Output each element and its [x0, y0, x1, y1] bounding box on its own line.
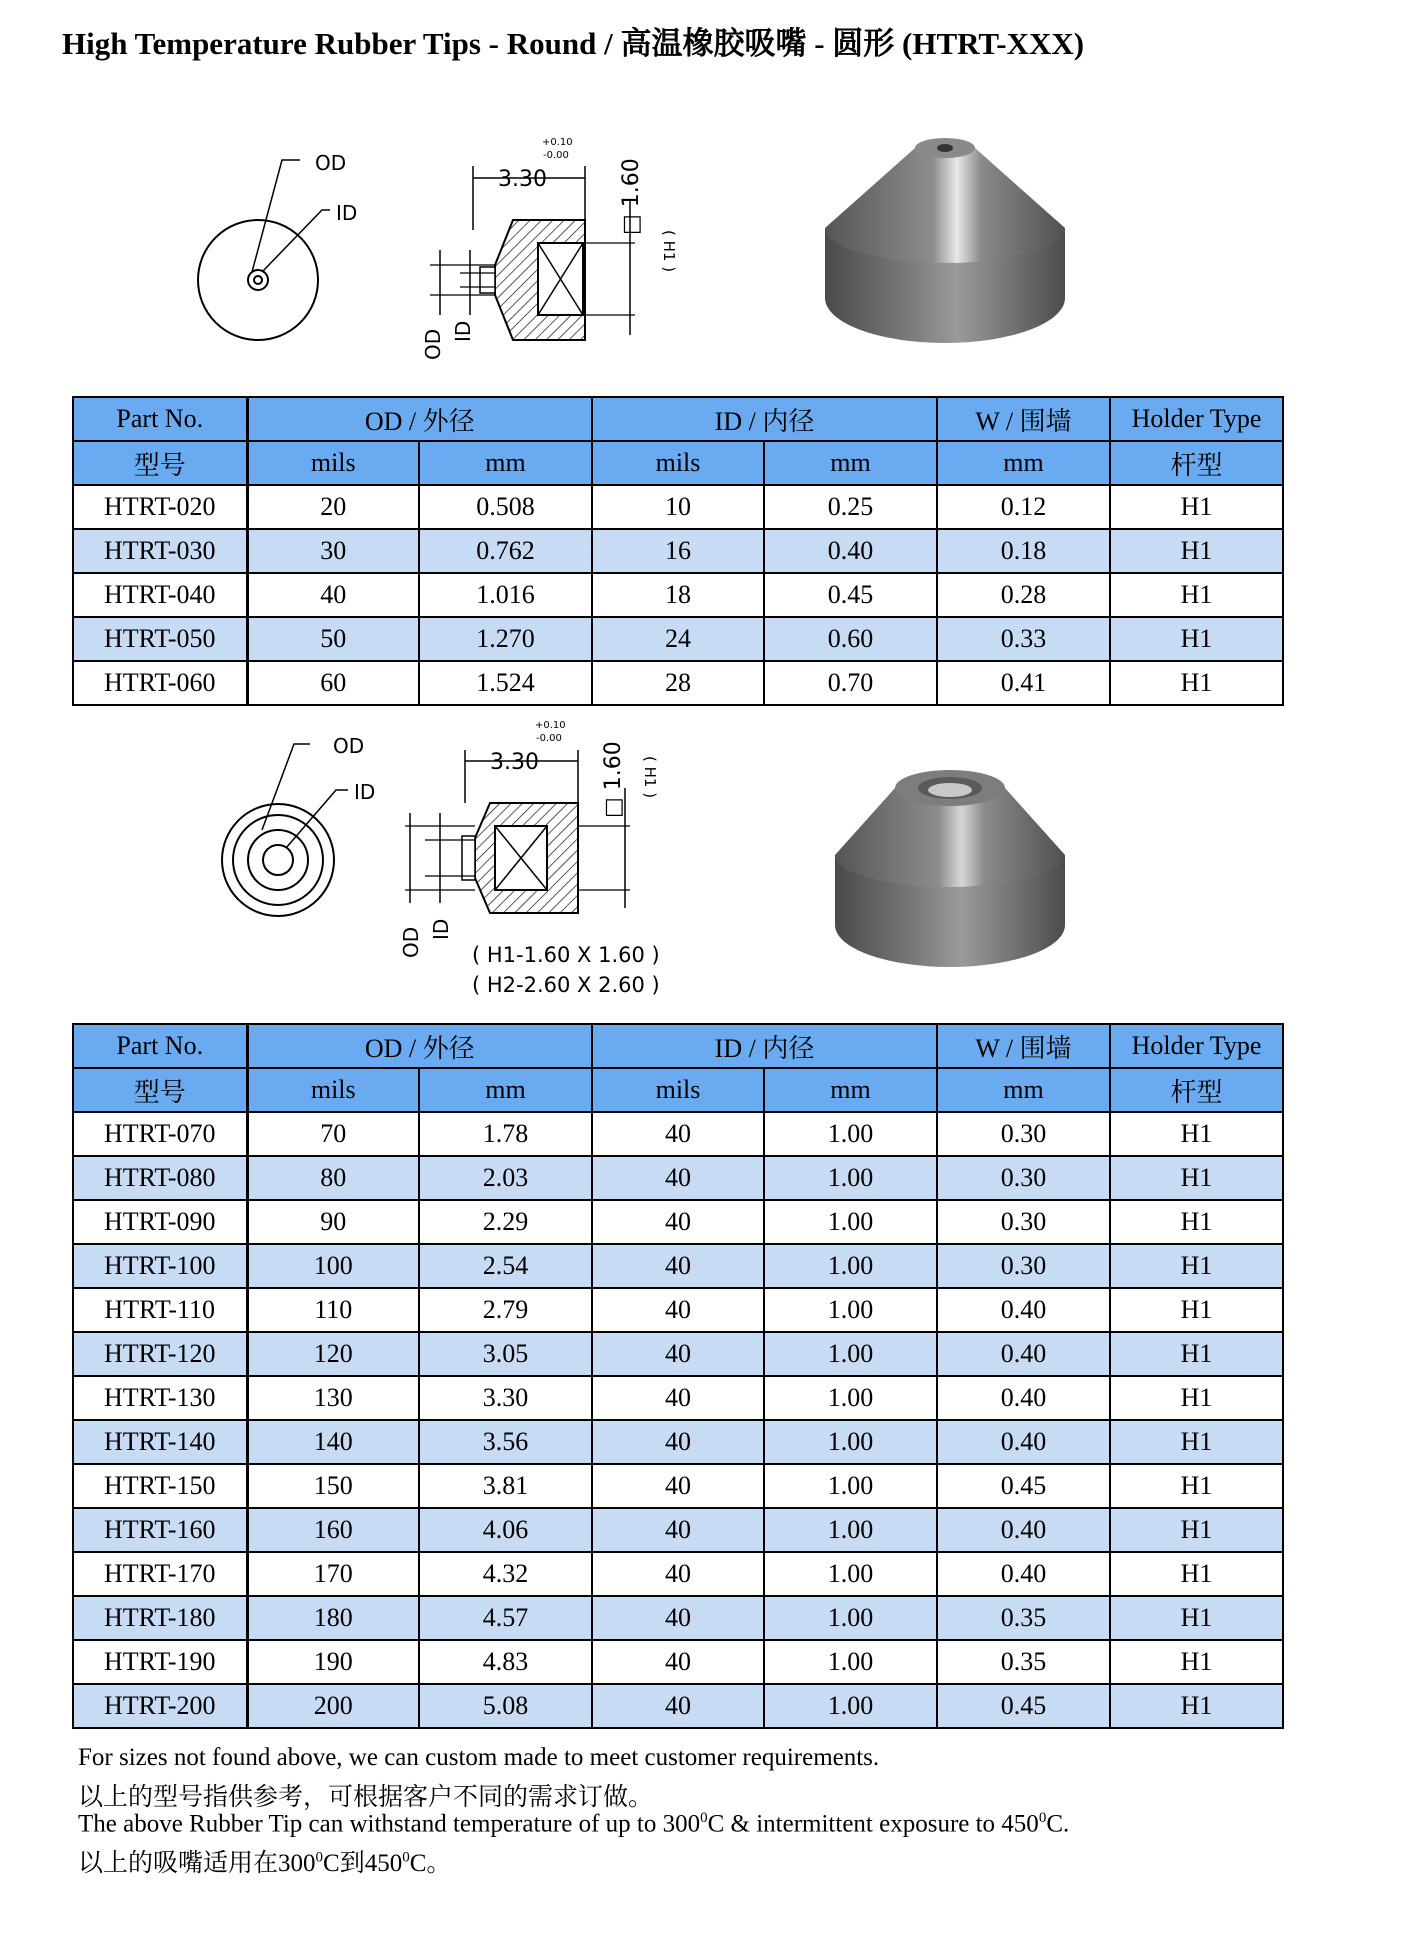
- table-cell: 40: [592, 1332, 764, 1376]
- header-wall-mm: mm: [937, 441, 1110, 485]
- od-side-label: OD: [421, 328, 445, 360]
- drawing-small-tip: [190, 130, 710, 370]
- tol-plus: +0.10: [542, 137, 573, 148]
- table-row: [73, 573, 1283, 617]
- table-cell: HTRT-060: [73, 661, 247, 705]
- table-cell: HTRT-180: [73, 1596, 247, 1640]
- table-cell: HTRT-130: [73, 1376, 247, 1420]
- tip-render-large: [825, 760, 1075, 990]
- table-row: [73, 1156, 1283, 1200]
- table-cell: 0.30: [937, 1200, 1110, 1244]
- table-cell: 16: [592, 529, 764, 573]
- header-od: OD / 外径: [247, 1024, 592, 1068]
- od-circle: [248, 270, 268, 290]
- table-cell: 40: [592, 1112, 764, 1156]
- table-cell: 0.35: [937, 1640, 1110, 1684]
- header-holder-cn: 杆型: [1110, 441, 1283, 485]
- id-circle: [254, 276, 262, 284]
- table-row: [73, 1244, 1283, 1288]
- table-row: [73, 485, 1283, 529]
- table-cell: HTRT-070: [73, 1112, 247, 1156]
- table-cell: 0.30: [937, 1244, 1110, 1288]
- table-row: [73, 529, 1283, 573]
- id-label: ID: [354, 780, 376, 804]
- table-row: [73, 1508, 1283, 1552]
- table-cell: 0.18: [937, 529, 1110, 573]
- note-custom-en: For sizes not found above, we can custom made to meet customer requirements.: [78, 1744, 880, 1771]
- table-cell: 1.78: [419, 1112, 592, 1156]
- tip-render-small: [820, 128, 1070, 358]
- table-cell: 3.81: [419, 1464, 592, 1508]
- outer-circle: [198, 220, 318, 340]
- table-cell: 28: [592, 661, 764, 705]
- table-cell: 40: [592, 1640, 764, 1684]
- table-cell: H1: [1110, 529, 1283, 573]
- table-cell: H1: [1110, 1684, 1283, 1728]
- table-cell: 180: [247, 1596, 419, 1640]
- header-id-mils: mils: [592, 441, 764, 485]
- header-wall-mm: mm: [937, 1068, 1110, 1112]
- table-cell: H1: [1110, 1596, 1283, 1640]
- table-cell: 1.00: [764, 1376, 937, 1420]
- tol-minus: -0.00: [543, 150, 569, 161]
- table-cell: H1: [1110, 1464, 1283, 1508]
- table-cell: 0.28: [937, 573, 1110, 617]
- header-holder: Holder Type: [1110, 1024, 1283, 1068]
- note-temperature-en: The above Rubber Tip can withstand temperature of up to $300^0C$ & intermittent exposure to $450^0C$.: [78, 1810, 1070, 1838]
- table-cell: H1: [1110, 1200, 1283, 1244]
- h2-size: ( H2-2.60 X 2.60 ): [472, 973, 660, 997]
- table-row: [73, 1464, 1283, 1508]
- table-cell: 0.40: [764, 529, 937, 573]
- table-cell: 1.00: [764, 1596, 937, 1640]
- table-cell: 40: [592, 1420, 764, 1464]
- table-row: [73, 1200, 1283, 1244]
- table-cell: 1.00: [764, 1288, 937, 1332]
- table-cell: 24: [592, 617, 764, 661]
- table-cell: H1: [1110, 1376, 1283, 1420]
- table-cell: 4.32: [419, 1552, 592, 1596]
- table-cell: 1.00: [764, 1552, 937, 1596]
- od-circle: [248, 830, 308, 890]
- table-cell: 40: [592, 1376, 764, 1420]
- table-cell: 1.00: [764, 1332, 937, 1376]
- table-cell: 3.30: [419, 1376, 592, 1420]
- table-cell: HTRT-030: [73, 529, 247, 573]
- width-dim: 3.30: [490, 750, 539, 775]
- table-cell: 4.83: [419, 1640, 592, 1684]
- table-cell: 1.524: [419, 661, 592, 705]
- table-cell: 160: [247, 1508, 419, 1552]
- table-cell: 2.03: [419, 1156, 592, 1200]
- table-cell: 0.40: [937, 1376, 1110, 1420]
- table-row: [73, 617, 1283, 661]
- header-id-mm: mm: [764, 1068, 937, 1112]
- header-od-mils: mils: [247, 1068, 419, 1112]
- square-dim: □ 1.60: [601, 741, 626, 818]
- table-cell: 3.05: [419, 1332, 592, 1376]
- table-cell: 0.45: [937, 1684, 1110, 1728]
- table-cell: H1: [1110, 1420, 1283, 1464]
- table-cell: HTRT-140: [73, 1420, 247, 1464]
- table-cell: 140: [247, 1420, 419, 1464]
- table-cell: 40: [247, 573, 419, 617]
- table-cell: 90: [247, 1200, 419, 1244]
- id-side-label: ID: [429, 918, 453, 940]
- table-cell: 0.508: [419, 485, 592, 529]
- table-cell: H1: [1110, 1112, 1283, 1156]
- note-custom-cn: 以上的型号指供参考，可根据客户不同的需求订做。: [78, 1784, 654, 1811]
- holder-h1: ( H1 ): [660, 230, 678, 273]
- table-row: [73, 1376, 1283, 1420]
- table-cell: HTRT-080: [73, 1156, 247, 1200]
- table-cell: 40: [592, 1552, 764, 1596]
- table-cell: 1.00: [764, 1112, 937, 1156]
- table-cell: 2.54: [419, 1244, 592, 1288]
- table-cell: 0.30: [937, 1156, 1110, 1200]
- header-od-mm: mm: [419, 441, 592, 485]
- table-row: [73, 1640, 1283, 1684]
- table-row: [73, 1288, 1283, 1332]
- table-cell: 4.06: [419, 1508, 592, 1552]
- table-row: [73, 1684, 1283, 1728]
- table-cell: 1.00: [764, 1640, 937, 1684]
- table-cell: 40: [592, 1596, 764, 1640]
- table-cell: HTRT-170: [73, 1552, 247, 1596]
- table-cell: 1.00: [764, 1156, 937, 1200]
- table-cell: H1: [1110, 1156, 1283, 1200]
- table-cell: 0.25: [764, 485, 937, 529]
- table-cell: 100: [247, 1244, 419, 1288]
- table-cell: 18: [592, 573, 764, 617]
- table-cell: HTRT-150: [73, 1464, 247, 1508]
- table-cell: 40: [592, 1288, 764, 1332]
- table-row: [73, 1112, 1283, 1156]
- id-side-label: ID: [451, 320, 475, 342]
- header-id: ID / 内径: [592, 1024, 937, 1068]
- ring-circle: [233, 815, 323, 905]
- table-cell: 40: [592, 1156, 764, 1200]
- table-cell: 5.08: [419, 1684, 592, 1728]
- table-row: [73, 1420, 1283, 1464]
- table-cell: 0.30: [937, 1112, 1110, 1156]
- header-part-no: Part No.: [73, 397, 247, 441]
- h1-size: ( H1-1.60 X 1.60 ): [472, 943, 660, 967]
- table-cell: HTRT-040: [73, 573, 247, 617]
- table-cell: 130: [247, 1376, 419, 1420]
- table-cell: 0.35: [937, 1596, 1110, 1640]
- header-part-no-cn: 型号: [73, 1068, 247, 1112]
- table-cell: 0.33: [937, 617, 1110, 661]
- table-cell: 40: [592, 1200, 764, 1244]
- table-cell: H1: [1110, 1552, 1283, 1596]
- table-cell: 170: [247, 1552, 419, 1596]
- spec-table-1: [72, 396, 1284, 706]
- table-cell: 10: [592, 485, 764, 529]
- table-cell: 3.56: [419, 1420, 592, 1464]
- id-label: ID: [336, 201, 358, 225]
- od-side-label: OD: [399, 926, 423, 958]
- square-dim: □ 1.60: [619, 158, 644, 235]
- table-cell: HTRT-100: [73, 1244, 247, 1288]
- table-cell: H1: [1110, 573, 1283, 617]
- header-od-mils: mils: [247, 441, 419, 485]
- table-cell: HTRT-090: [73, 1200, 247, 1244]
- table-cell: 110: [247, 1288, 419, 1332]
- od-label: OD: [333, 734, 365, 758]
- table-cell: 2.29: [419, 1200, 592, 1244]
- table-cell: H1: [1110, 485, 1283, 529]
- table-cell: 150: [247, 1464, 419, 1508]
- table-cell: 190: [247, 1640, 419, 1684]
- header-od-mm: mm: [419, 1068, 592, 1112]
- table-cell: 0.40: [937, 1420, 1110, 1464]
- header-od: OD / 外径: [247, 397, 592, 441]
- table-cell: 0.60: [764, 617, 937, 661]
- table-cell: H1: [1110, 1332, 1283, 1376]
- tol-plus: +0.10: [535, 720, 566, 731]
- table-row: [73, 1596, 1283, 1640]
- table-cell: H1: [1110, 617, 1283, 661]
- header-holder: Holder Type: [1110, 397, 1283, 441]
- table-cell: HTRT-050: [73, 617, 247, 661]
- table-cell: 1.00: [764, 1244, 937, 1288]
- table-cell: 4.57: [419, 1596, 592, 1640]
- page-title: High Temperature Rubber Tips - Round / 高温橡胶吸嘴 - 圆形 (HTRT-XXX): [62, 26, 1085, 61]
- table-cell: 40: [592, 1508, 764, 1552]
- header-part-no-cn: 型号: [73, 441, 247, 485]
- table-cell: 1.00: [764, 1684, 937, 1728]
- table-cell: H1: [1110, 661, 1283, 705]
- table-cell: HTRT-160: [73, 1508, 247, 1552]
- table-cell: 60: [247, 661, 419, 705]
- table-cell: 0.45: [764, 573, 937, 617]
- table-cell: HTRT-020: [73, 485, 247, 529]
- table-cell: 0.762: [419, 529, 592, 573]
- table-cell: 0.70: [764, 661, 937, 705]
- width-dim: 3.30: [498, 167, 547, 192]
- table-cell: 0.12: [937, 485, 1110, 529]
- table-cell: 40: [592, 1684, 764, 1728]
- table-cell: H1: [1110, 1244, 1283, 1288]
- drawing-large-tip: [200, 718, 720, 998]
- table-cell: 1.00: [764, 1508, 937, 1552]
- table-cell: 2.79: [419, 1288, 592, 1332]
- table-row: [73, 1332, 1283, 1376]
- table-cell: 40: [592, 1464, 764, 1508]
- table-cell: 70: [247, 1112, 419, 1156]
- table-cell: HTRT-190: [73, 1640, 247, 1684]
- table-cell: 1.00: [764, 1420, 937, 1464]
- table-cell: 50: [247, 617, 419, 661]
- tol-minus: -0.00: [536, 733, 562, 744]
- table-cell: 1.00: [764, 1200, 937, 1244]
- outer-circle: [222, 804, 334, 916]
- table-cell: 40: [592, 1244, 764, 1288]
- table-row: [73, 1552, 1283, 1596]
- table-cell: 0.40: [937, 1332, 1110, 1376]
- note-temperature-cn: 以上的吸嘴适用在$300^0C$到$450^0C$。: [78, 1849, 452, 1877]
- table-cell: 0.45: [937, 1464, 1110, 1508]
- table-cell: 0.40: [937, 1508, 1110, 1552]
- table-cell: HTRT-110: [73, 1288, 247, 1332]
- header-wall: W / 围墙: [937, 1024, 1110, 1068]
- table-cell: 80: [247, 1156, 419, 1200]
- od-label: OD: [315, 151, 347, 175]
- header-holder-cn: 杆型: [1110, 1068, 1283, 1112]
- header-id: ID / 内径: [592, 397, 937, 441]
- table-cell: 20: [247, 485, 419, 529]
- table-cell: HTRT-120: [73, 1332, 247, 1376]
- table-cell: 1.016: [419, 573, 592, 617]
- header-wall: W / 围墙: [937, 397, 1110, 441]
- spec-table-2: [72, 1023, 1284, 1729]
- table-cell: 200: [247, 1684, 419, 1728]
- table-cell: 0.40: [937, 1288, 1110, 1332]
- table-cell: H1: [1110, 1288, 1283, 1332]
- table-row: [73, 661, 1283, 705]
- table-cell: 30: [247, 529, 419, 573]
- header-id-mils: mils: [592, 1068, 764, 1112]
- header-part-no: Part No.: [73, 1024, 247, 1068]
- table-cell: H1: [1110, 1508, 1283, 1552]
- table-cell: H1: [1110, 1640, 1283, 1684]
- holder-h1: ( H1 ): [641, 756, 659, 799]
- id-circle: [263, 845, 293, 875]
- table-cell: 120: [247, 1332, 419, 1376]
- table-cell: HTRT-200: [73, 1684, 247, 1728]
- table-cell: 0.41: [937, 661, 1110, 705]
- table-cell: 1.00: [764, 1464, 937, 1508]
- header-id-mm: mm: [764, 441, 937, 485]
- table-cell: 1.270: [419, 617, 592, 661]
- table-cell: 0.40: [937, 1552, 1110, 1596]
